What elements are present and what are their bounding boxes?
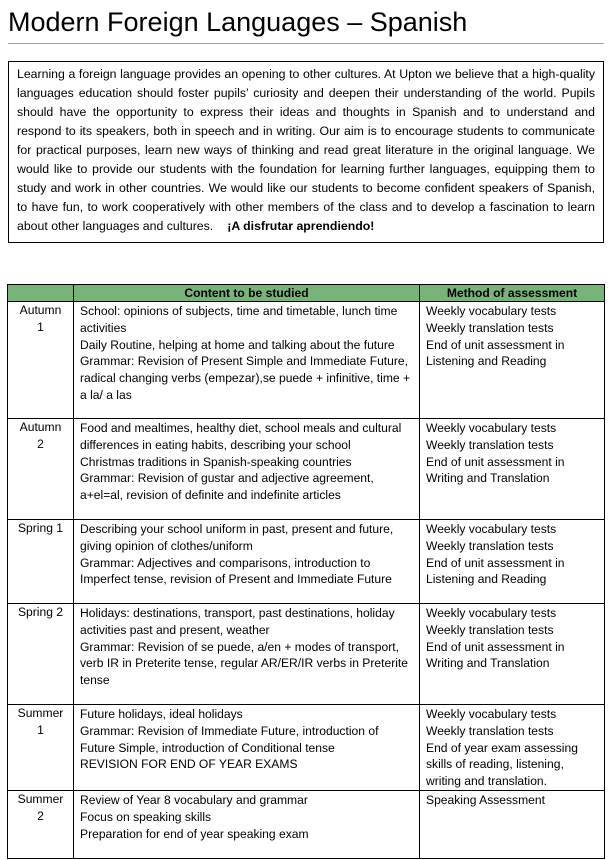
table-row	[8, 419, 605, 520]
header-assessment: Method of assessment	[420, 285, 605, 302]
table-row	[8, 604, 605, 705]
curriculum-table	[7, 284, 605, 859]
assessment-line: Weekly vocabulary tests	[426, 304, 557, 318]
content-line: Christmas traditions in Spanish-speaking countries	[80, 454, 352, 469]
content-line: Describing your school uniform in past, present and future, giving opinion of clothes/uniform	[80, 522, 394, 553]
assessment-line: Weekly translation tests	[426, 437, 554, 452]
assessment-cell	[420, 419, 605, 520]
content-cell	[74, 790, 420, 858]
term-label: Spring 2	[17, 605, 64, 619]
table-row	[8, 790, 605, 858]
content-cell	[74, 705, 420, 791]
assessment-line: Weekly vocabulary tests	[426, 421, 557, 435]
term-number: 2	[37, 808, 44, 823]
content-line: Daily Routine, helping at home and talking about the future	[80, 337, 395, 352]
content-line: Grammar: Revision of se puede, a/en + modes of transport, verb IR in Preterite tense, regular AR/ER/IR verbs in Preterite tense	[80, 639, 409, 688]
content-cell	[74, 604, 420, 705]
content-line: Grammar: Revision of Present Simple and Immediate Future, radical changing verbs (empezar),se puede + infinitive, time + a la/ a las	[80, 354, 411, 402]
term-cell	[8, 419, 74, 520]
content-line: REVISION FOR END OF YEAR EXAMS	[80, 757, 298, 772]
table-header-row	[8, 285, 605, 302]
content-line: Preparation for end of year speaking exam	[80, 826, 309, 841]
assessment-line: End of unit assessment in Listening and Reading	[426, 337, 565, 369]
assessment-line: Weekly translation tests	[426, 723, 554, 738]
term-number: 2	[37, 436, 44, 451]
term-label: Autumn	[19, 420, 62, 434]
assessment-line: Weekly vocabulary tests	[426, 606, 557, 620]
content-line: Food and mealtimes, healthy diet, school meals and cultural differences in eating habits, describing your school	[80, 421, 402, 452]
assessment-cell	[420, 604, 605, 705]
assessment-line: End of year exam assessing skills of reading, listening, writing and translation.	[426, 740, 578, 789]
assessment-cell	[420, 302, 605, 419]
intro-box	[8, 61, 604, 243]
term-cell	[8, 302, 74, 419]
term-cell	[8, 520, 74, 604]
content-line: Grammar: Revision of gustar and adjective agreement, a+el=al, revision of definite and indefinite articles	[80, 471, 374, 503]
assessment-line: Weekly translation tests	[426, 320, 554, 335]
content-line: School: opinions of subjects, time and timetable, lunch time activities	[80, 304, 398, 335]
intro-closing: ¡A disfrutar aprendiendo!	[227, 219, 375, 233]
assessment-line: Weekly translation tests	[426, 538, 554, 553]
assessment-line: End of unit assessment in Writing and Translation	[426, 454, 565, 486]
term-label: Autumn	[19, 303, 62, 317]
header-term	[8, 285, 74, 302]
term-cell	[8, 790, 74, 858]
content-line: Future holidays, ideal holidays	[80, 707, 243, 721]
title-divider	[8, 43, 604, 44]
content-cell	[74, 520, 420, 604]
table-row	[8, 302, 605, 419]
term-label: Summer	[17, 706, 64, 720]
term-number: 1	[37, 319, 44, 334]
assessment-cell	[420, 790, 605, 858]
assessment-line: Speaking Assessment	[426, 792, 545, 807]
term-cell	[8, 604, 74, 705]
assessment-cell	[420, 705, 605, 791]
content-line: Review of Year 8 vocabulary and grammar	[80, 792, 308, 807]
assessment-line: Weekly vocabulary tests	[426, 707, 557, 721]
term-label: Summer	[17, 791, 64, 806]
term-number: 1	[37, 722, 44, 737]
content-line: Grammar: Revision of Immediate Future, introduction of Future Simple, introduction of Conditional tense	[80, 723, 379, 755]
intro-text: Learning a foreign language provides an opening to other cultures. At Upton we believe that a high-quality languages education should foster pupils’ curiosity and deepen their understanding of the world. Pupils should have the opportunity to express their ideas and thoughts in Spanish and to understand and respond to its speakers, both in speech and in writing. Our aim is to encourage students to communicate for practical purposes, learn new ways of thinking and read great literature in the original language. We would like to provide our students with the foundation for learning further languages, equipping them to study and work in other countries. We would like our students to become confident speakers of Spanish, to have fun, to work cooperatively with other members of the class and to develop a fascination to learn about other languages and cultures.	[17, 67, 595, 233]
content-line: Focus on speaking skills	[80, 809, 212, 824]
page-title: Modern Foreign Languages – Spanish	[8, 7, 468, 37]
assessment-line: End of unit assessment in Writing and Translation	[426, 639, 565, 671]
content-cell	[74, 302, 420, 419]
assessment-cell	[420, 520, 605, 604]
header-content: Content to be studied	[74, 285, 420, 302]
content-cell	[74, 419, 420, 520]
table-row	[8, 520, 605, 604]
assessment-line: End of unit assessment in Listening and Reading	[426, 555, 565, 587]
term-label: Spring 1	[17, 521, 64, 535]
term-cell	[8, 705, 74, 791]
content-line: Holidays: destinations, transport, past destinations, holiday activities past and present, weather	[80, 606, 395, 637]
assessment-line: Weekly translation tests	[426, 622, 554, 637]
table-row	[8, 705, 605, 791]
content-line: Grammar: Adjectives and comparisons, introduction to Imperfect tense, revision of Present and Immediate Future	[80, 555, 392, 587]
assessment-line: Weekly vocabulary tests	[426, 522, 557, 536]
